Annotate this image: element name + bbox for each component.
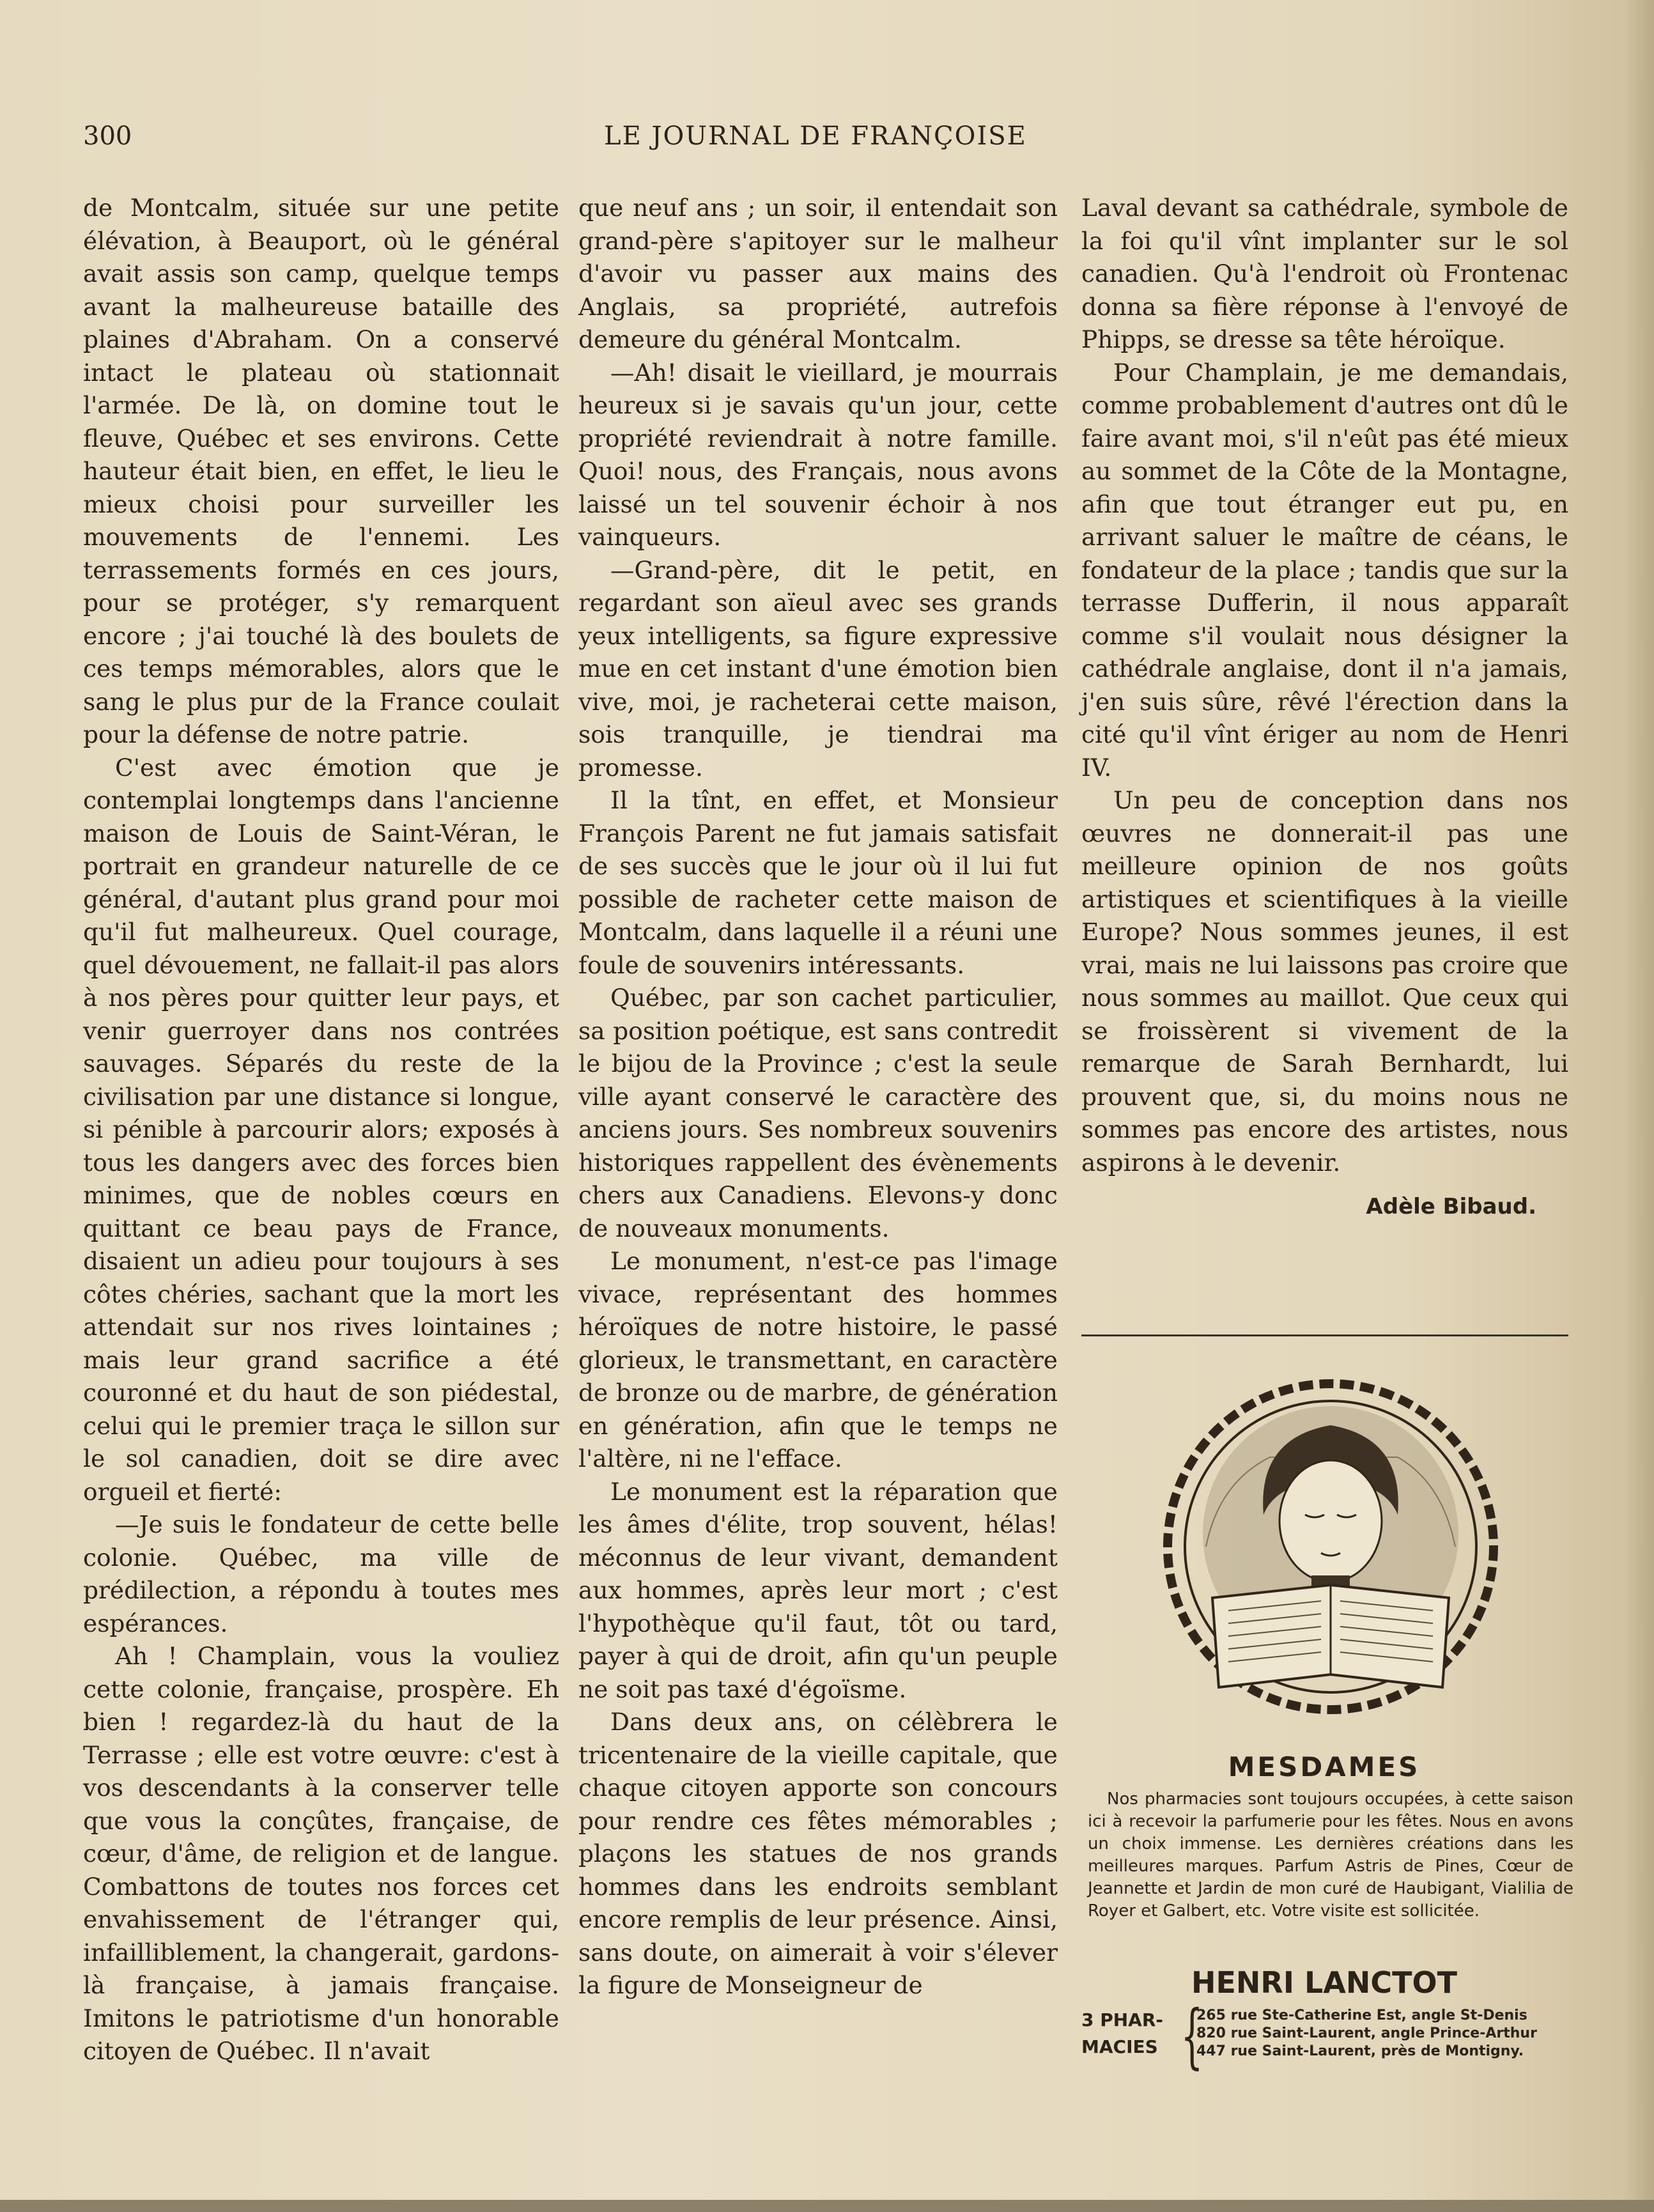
- column-2: [578, 192, 1058, 2002]
- paragraph: que neuf ans ; un soir, il entendait son grand-père s'apitoyer sur le malheur d'avoir vu passer aux mains des Anglais, sa propriété, autrefois demeure du général Montcalm.: [578, 194, 1058, 353]
- ad-address: 820 rue Saint-Laurent, angle Prince-Arthur: [1196, 2025, 1537, 2041]
- page-edge-bottom: [0, 2200, 1654, 2212]
- ad-brand: HENRI LANCTOT: [1191, 1965, 1457, 2000]
- journal-title: LE JOURNAL DE FRANÇOISE: [604, 121, 1027, 151]
- ad-address: 447 rue Saint-Laurent, près de Montigny.: [1196, 2043, 1524, 2059]
- page-number: 300: [83, 121, 132, 151]
- paragraph: Laval devant sa cathédrale, symbole de la foi qu'il vînt implanter sur le sol canadien. Qu'à l'endroit où Frontenac donna sa fière réponse à l'envoyé de Phipps, se dresse sa tête héroïque.: [1081, 194, 1568, 353]
- paragraph: Ah ! Champlain, vous la vouliez cette colonie, française, prospère. Eh bien ! regardez-là du haut de la Terrasse ; elle est votre œuvre: c'est à vos descendants à la conserver telle que vous la conçûtes, française, de cœur, d'âme, de religion et de langue. Combattons de toutes nos forces cet envahissement de l'étranger qui, infailliblement, la changerait, gardons-là française, à jamais française. Imitons le patriotisme d'un honorable citoyen de Québec. Il n'avait: [83, 1642, 559, 2065]
- column-3: [1081, 192, 1568, 1224]
- column-1: [83, 192, 559, 2068]
- paragraph: C'est avec émotion que je contemplai longtemps dans l'ancienne maison de Louis de Saint-Véran, le portrait en grandeur naturelle de ce général, d'autant plus grand pour moi qu'il fut malheureux. Quel courage, quel dévouement, ne fallait-il pas alors à nos pères pour quitter leur pays, et venir guerroyer dans nos contrées sauvages. Séparés du reste de la civilisation par une distance si longue, si pénible à parcourir alors; exposés à tous les dangers avec des forces bien minimes, que de nobles cœurs en quittant ce beau pays de France, disaient un adieu pour toujours à ses côtes chéries, sachant que la mort les attendait sur nos rives lointaines ; mais leur grand sacrifice a été couronné et du haut de son piédestal, celui qui le premier traça le sillon sur le sol canadien, doit se dire avec orgueil et fierté:: [83, 753, 559, 1506]
- running-header: [83, 121, 1042, 160]
- paragraph: —Je suis le fondateur de cette belle colonie. Québec, ma ville de prédilection, a répondu à toutes mes espérances.: [83, 1510, 559, 1637]
- page-edge-right: [1623, 0, 1654, 2200]
- advertisement: [1081, 1355, 1586, 2090]
- ad-pharmacies-label: 3 PHAR- MACIES: [1081, 2009, 1164, 2057]
- paragraph: de Montcalm, située sur une petite élévation, à Beauport, où le général avait assis son camp, quelque temps avant la malheureuse bataille des plaines d'Abraham. On a conservé intact le plateau où stationnait l'armée. De là, on domine tout le fleuve, Québec et ses environs. Cette hauteur était bien, en effet, le lieu le mieux choisi pour surveiller les mouvements de l'ennemi. Les terrassements formés en ces jours, pour se protéger, s'y remarquent encore ; j'ai touché là des boulets de ces temps mémorables, alors que le sang le plus pur de la France coulait pour la défense de notre patrie.: [83, 194, 559, 748]
- ad-addresses: [1196, 2007, 1580, 2061]
- paragraph: Un peu de conception dans nos œuvres ne donnerait-il pas une meilleure opinion de nos goûts artistiques et scientifiques à la vieille Europe? Nous sommes jeunes, il est vrai, mais ne lui laissons pas croire que nous sommes au maillot. Que ceux qui se froissèrent si vivement de la remarque de Sarah Bernhardt, lui prouvent que, si, du moins nous ne sommes pas encore des artistes, nous aspirons à le devenir.: [1081, 786, 1568, 1177]
- brace-icon: {: [1180, 1995, 1203, 2077]
- ad-address: 265 rue Ste-Catherine Est, angle St-Denis: [1196, 2007, 1527, 2023]
- paragraph: —Grand-père, dit le petit, en regardant son aïeul avec ses grands yeux intelligents, sa figure expressive mue en cet instant d'une émotion bien vive, moi, je racheterai cette maison, sois tranquille, je tiendrai ma promesse.: [578, 555, 1058, 782]
- paragraph: —Ah! disait le vieillard, je mourrais heureux si je savais qu'un jour, cette propriété reviendrait à notre famille. Quoi! nous, des Français, nous avons laissé un tel souvenir échoir à nos vainqueurs.: [578, 358, 1058, 551]
- paragraph: Québec, par son cachet particulier, sa position poétique, est sans contredit le bijou de la Province ; c'est la seule ville ayant conservé le caractère des anciens jours. Ses nombreux souvenirs historiques rappellent des évènements chers aux Canadiens. Elevons-y donc de nouveaux monuments.: [578, 984, 1058, 1242]
- ad-heading: MESDAMES: [1228, 1751, 1421, 1783]
- paragraph: Il la tînt, en effet, et Monsieur François Parent ne fut jamais satisfait de ses succès que le jour où il lui fut possible de racheter cette maison de Montcalm, dans laquelle il a réuni une foule de souvenirs intéressants.: [578, 786, 1058, 979]
- divider-rule: [1081, 1334, 1568, 1336]
- paragraph: Dans deux ans, on célèbrera le tricentenaire de la vieille capitale, que chaque citoyen apporte son concours pour rendre ces fêtes mémorables ; plaçons les statues de nos grands hommes dans les endroits semblant encore remplis de leur présence. Ainsi, sans doute, on aimerait à voir s'élever la figure de Monseigneur de: [578, 1708, 1058, 1999]
- woman-reading-newspaper-icon: [1142, 1355, 1519, 1745]
- paragraph: Pour Champlain, je me demandais, comme probablement d'autres ont dû le faire avant moi, s'il n'eût pas été mieux au sommet de la Côte de la Montagne, afin que tout étranger eut pu, en arrivant saluer le maître de céans, le fondateur de la place ; tandis que sur la terrasse Dufferin, il nous apparaît comme s'il voulait nous désigner la cathédrale anglaise, dont il n'a jamais, j'en suis sûre, rêvé l'érection dans la cité qu'il vînt ériger au nom de Henri IV.: [1081, 358, 1568, 782]
- paragraph: Le monument est la réparation que les âmes d'élite, trop souvent, hélas! méconnus de leur vivant, demandent aux hommes, après leur mort ; c'est l'hypothèque qu'il faut, tôt ou tard, payer à qui de droit, afin qu'un peuple ne soit pas taxé d'égoïsme.: [578, 1477, 1058, 1703]
- author-signature: Adèle Bibaud.: [1366, 1194, 1536, 1219]
- ad-body: Nos pharmacies sont toujours occupées, à cette saison ici à recevoir la parfumerie pour les fêtes. Nous en avons un choix immense. Les dernières créations dans les meilleures marques. Parfum Astris de Pines, Cœur de Jeannette et Jardin de mon curé de Haubigant, Vialilia de Royer et Galbert, etc. Votre visite est sollicitée.: [1088, 1790, 1573, 1921]
- paragraph: Le monument, n'est-ce pas l'image vivace, représentant des hommes héroïques de notre histoire, le passé glorieux, le transmettant, en caractère de bronze ou de marbre, de génération en génération, afin que le temps ne l'altère, ni ne l'efface.: [578, 1247, 1058, 1473]
